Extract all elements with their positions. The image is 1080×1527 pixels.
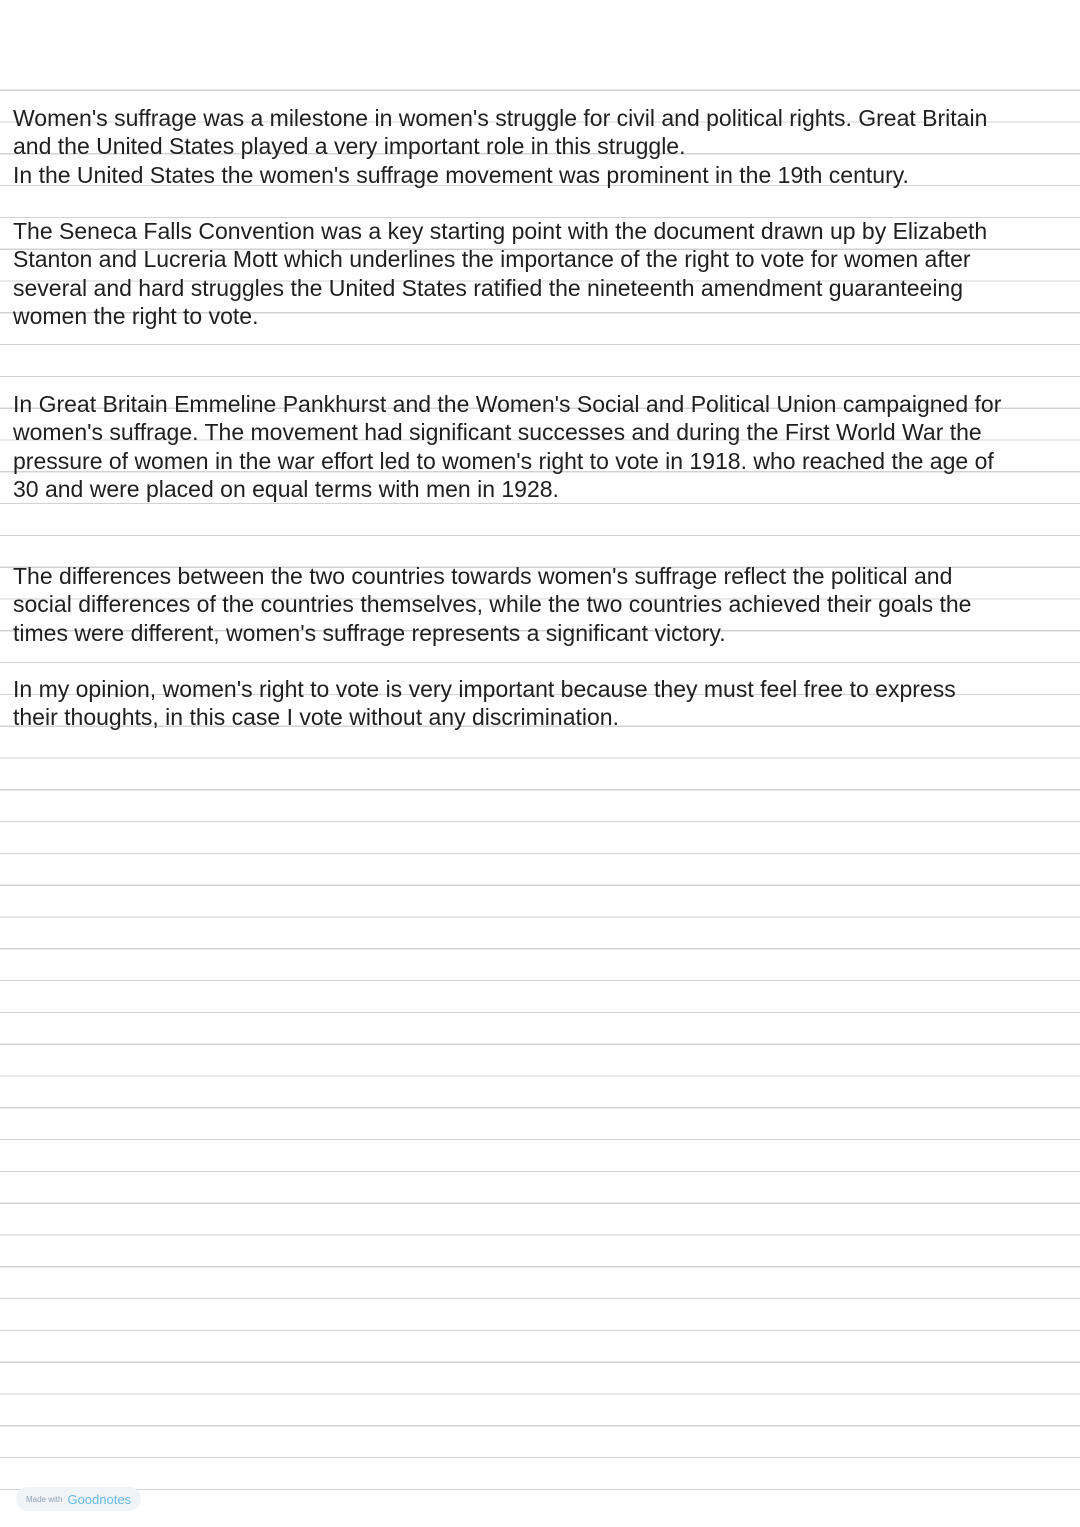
made-with-goodnotes-badge [16, 1487, 141, 1511]
paragraph-great-britain: In Great Britain Emmeline Pankhurst and the Women's Social and Political Union campaigned for women's suffrage. The movement had significant successes and during the First World War the pressure of women in the war effort led to women's right to vote in 1918. who reached the age of 30 and were placed on equal terms with men in 1928. [13, 391, 1002, 502]
paragraph-introduction: Women's suffrage was a milestone in women's struggle for civil and political rights. Great Britain and the United States played a very important role in this struggle. In the United States the women's suffrage movement was prominent in the 19th century. [13, 105, 988, 188]
goodnotes-logo-text: Goodnotes [67, 1491, 132, 1507]
paragraph-seneca-falls: The Seneca Falls Convention was a key starting point with the document drawn up by Elizabeth Stanton and Lucreria Mott which underlines the importance of the right to vote for women after several and hard struggles the United States ratified the nineteenth amendment guaranteeing women the right to vote. [13, 218, 988, 329]
made-with-label: Made with [26, 1494, 63, 1504]
paragraph-opinion: In my opinion, women's right to vote is very important because they must feel free to express their thoughts, in this case I vote without any discrimination. [13, 676, 956, 731]
paragraph-differences: The differences between the two countries towards women's suffrage reflect the political and social differences of the countries themselves, while the two countries achieved their goals the times were different, women's suffrage represents a significant victory. [13, 563, 972, 646]
